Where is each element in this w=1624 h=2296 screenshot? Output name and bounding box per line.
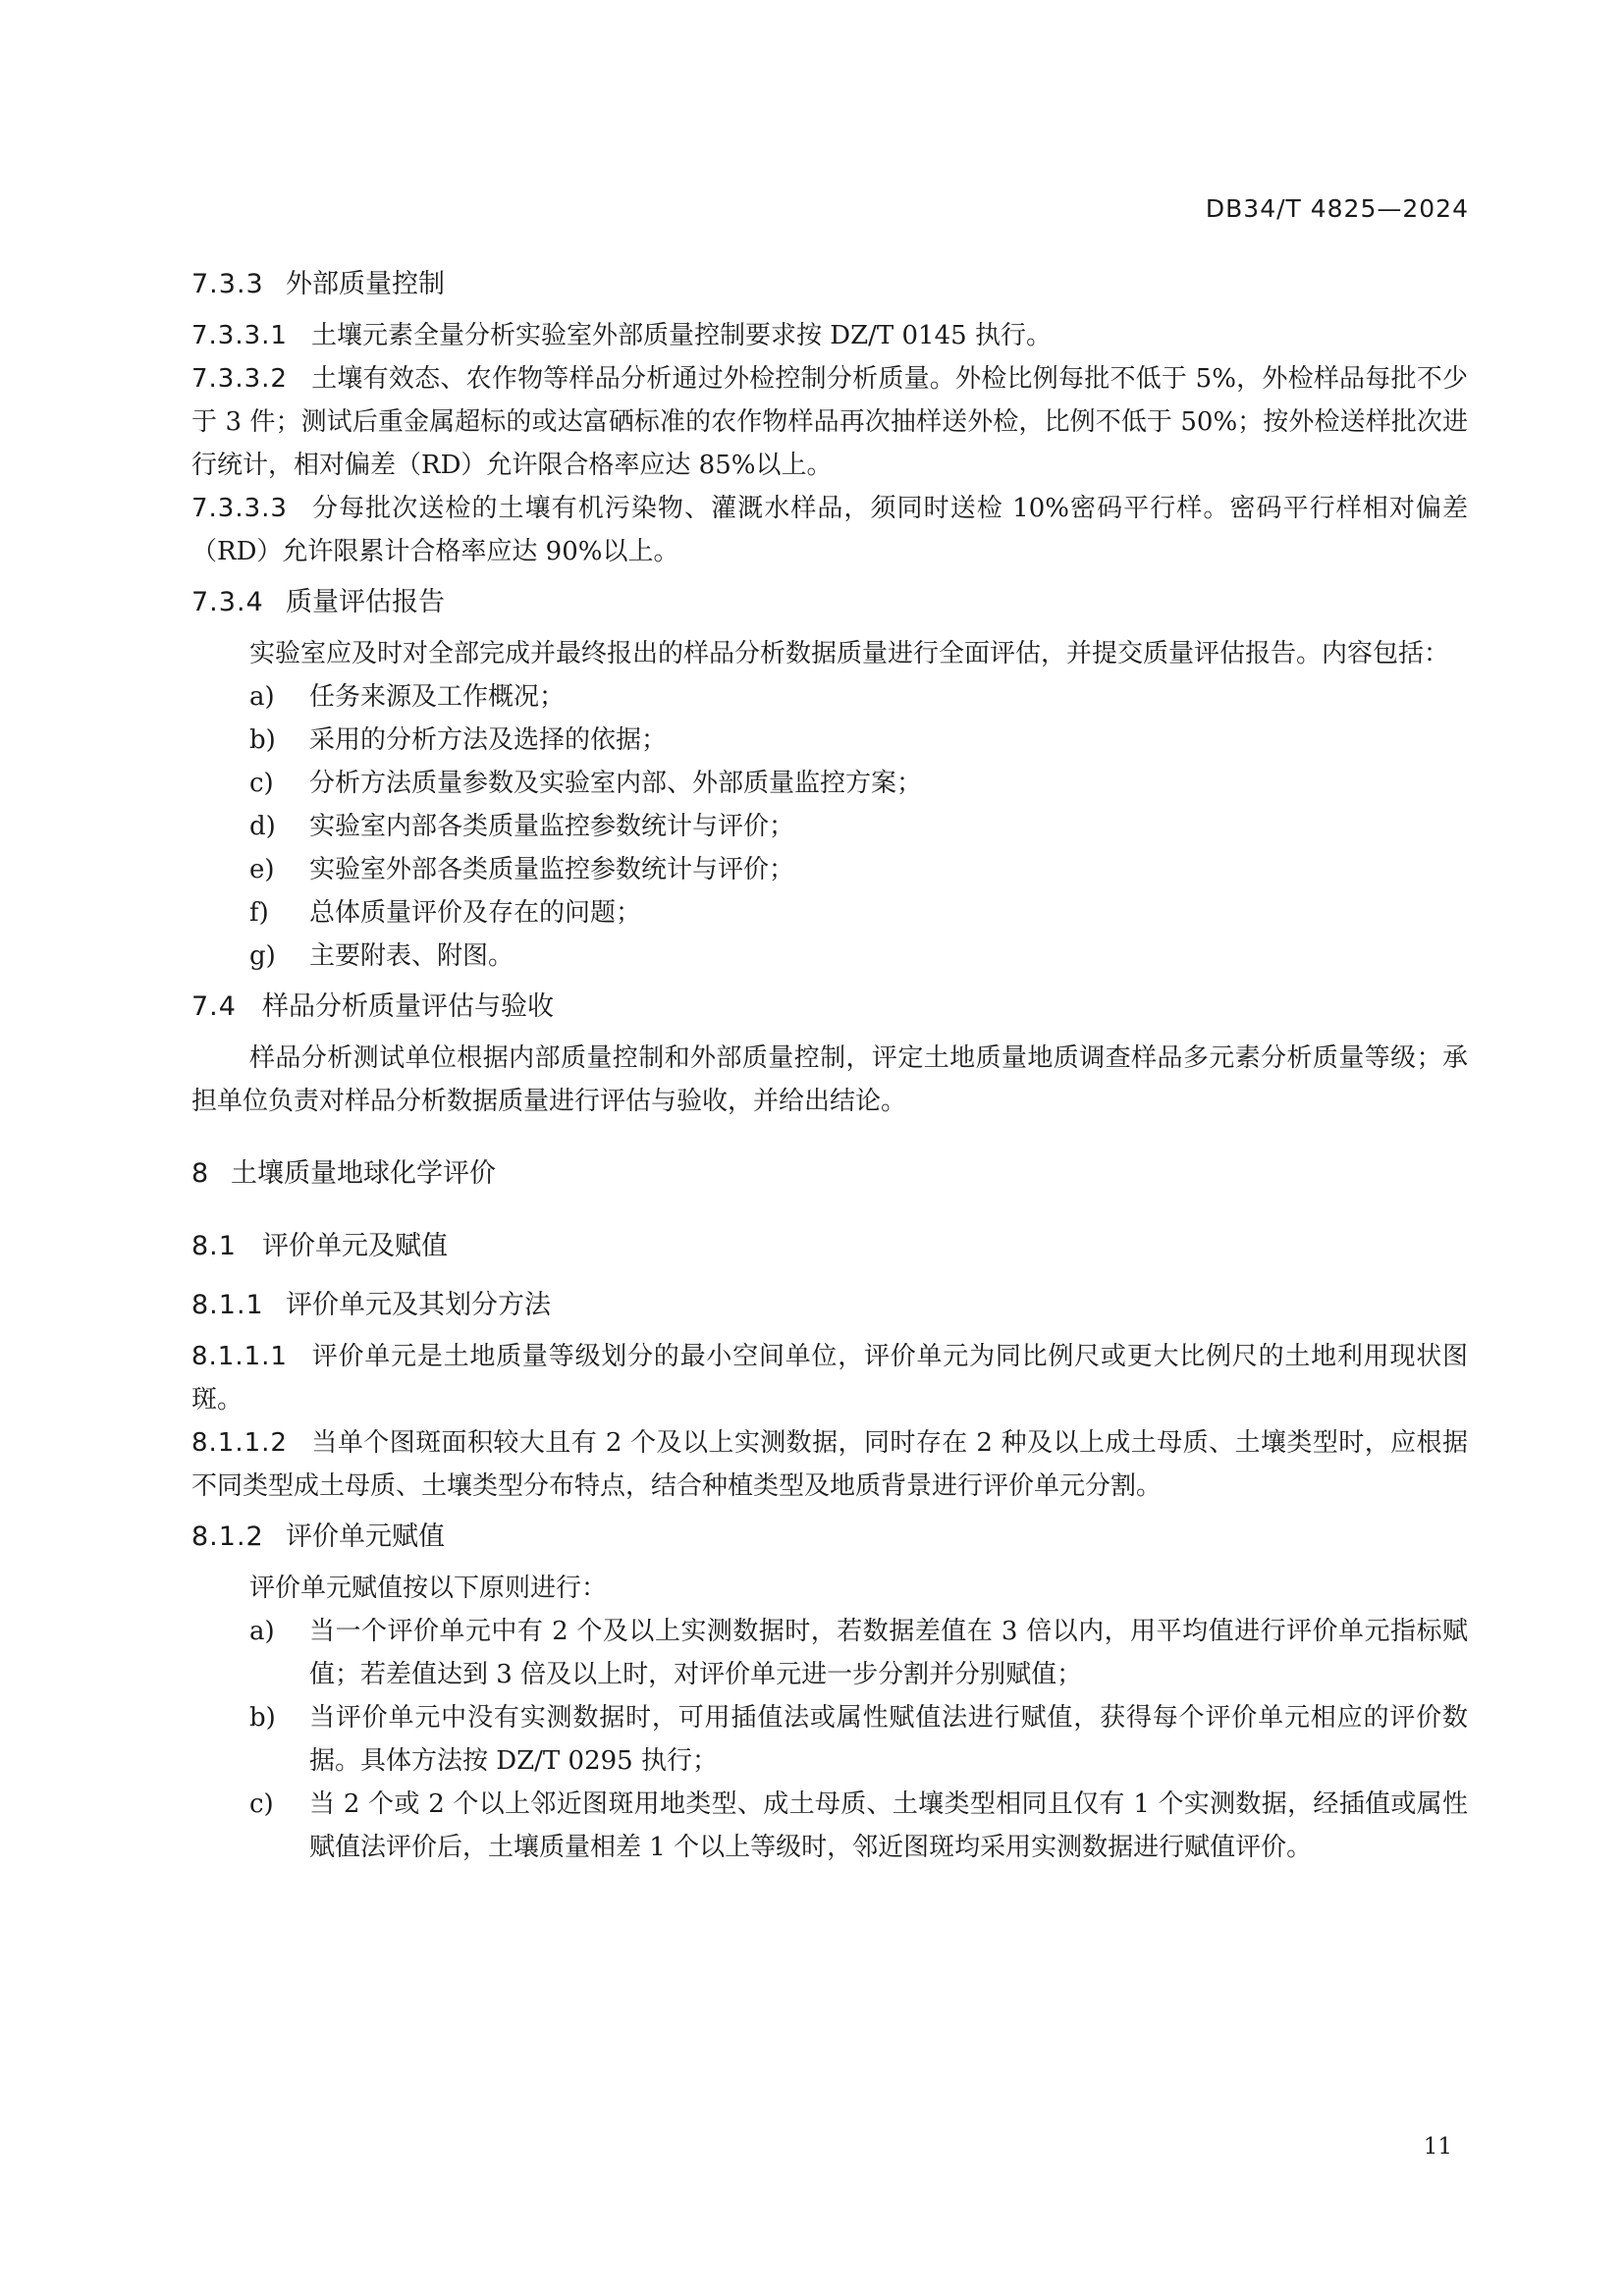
heading-title: 评价单元及赋值	[262, 1231, 448, 1261]
list-item-text: 主要附表、附图。	[309, 941, 514, 971]
heading-8	[191, 1152, 1468, 1196]
heading-number: 7.4	[191, 991, 237, 1022]
page-content	[191, 263, 1468, 1869]
clause-text: 分每批次送检的土壤有机污染物、灌溉水样品，须同时送检 10%密码平行样。密码平行样相对偏差（RD）允许限累计合格率应达 90%以上。	[191, 494, 1468, 566]
heading-7-3-3	[191, 263, 1468, 306]
heading-number: 8.1	[191, 1231, 237, 1261]
list-item	[191, 1783, 1468, 1869]
heading-title: 评价单元赋值	[286, 1522, 445, 1552]
heading-title: 质量评估报告	[286, 587, 445, 617]
document-code: DB34/T 4825—2024	[1205, 194, 1469, 223]
clause-number: 7.3.3.3	[191, 494, 288, 523]
clause-text: 土壤元素全量分析实验室外部质量控制要求按 DZ/T 0145 执行。	[310, 321, 1052, 350]
list-item	[191, 934, 1468, 978]
clause-number: 7.3.3.2	[191, 364, 288, 394]
heading-number: 8.1.2	[191, 1522, 264, 1552]
list-marker: b)	[249, 725, 276, 755]
heading-8-1-2	[191, 1516, 1468, 1559]
list-item-text: 采用的分析方法及选择的依据；	[309, 725, 668, 755]
heading-number: 8	[191, 1158, 210, 1189]
list-item-text: 实验室外部各类质量监控参数统计与评价；	[309, 855, 795, 884]
list-item	[191, 762, 1468, 805]
list-item	[191, 848, 1468, 891]
heading-number: 8.1.1	[191, 1290, 264, 1320]
list-item	[191, 675, 1468, 719]
list-item-text: 总体质量评价及存在的问题；	[309, 898, 642, 928]
paragraph-8-1-2-intro: 评价单元赋值按以下原则进行：	[249, 1574, 608, 1603]
clause-text: 评价单元是土地质量等级划分的最小空间单位，评价单元为同比例尺或更大比例尺的土地利用现状图斑。	[191, 1342, 1468, 1415]
heading-title: 外部质量控制	[286, 269, 445, 299]
paragraph-7-4: 样品分析测试单位根据内部质量控制和外部质量控制，评定土地质量地质调查样品多元素分析质量等级；承担单位负责对样品分析数据质量进行评估与验收，并给出结论。	[191, 1043, 1468, 1116]
list-item	[191, 1696, 1468, 1783]
heading-number: 7.3.4	[191, 587, 264, 617]
page-number: 11	[1423, 2134, 1452, 2160]
list-item	[191, 891, 1468, 934]
heading-8-1	[191, 1225, 1468, 1268]
clause-number: 7.3.3.1	[191, 321, 288, 350]
clause-number: 8.1.1.1	[191, 1342, 288, 1371]
list-item-text: 分析方法质量参数及实验室内部、外部质量监控方案；	[309, 769, 923, 798]
clause-7-3-3-2	[191, 357, 1468, 487]
list-marker: f)	[249, 898, 269, 928]
list-item	[191, 1610, 1468, 1696]
heading-7-4	[191, 986, 1468, 1029]
list-item-text: 实验室内部各类质量监控参数统计与评价；	[309, 812, 795, 841]
list-marker: c)	[249, 769, 274, 798]
list-marker: d)	[249, 812, 276, 841]
heading-8-1-1	[191, 1284, 1468, 1327]
heading-number: 7.3.3	[191, 269, 264, 299]
clause-7-3-3-1	[191, 314, 1468, 357]
heading-7-3-4	[191, 581, 1468, 624]
heading-title: 评价单元及其划分方法	[286, 1290, 551, 1320]
clause-7-3-3-3	[191, 487, 1468, 573]
clause-8-1-1-1	[191, 1335, 1468, 1421]
list-item-text: 当 2 个或 2 个以上邻近图斑用地类型、成土母质、土壤类型相同且仅有 1 个实测数据，经插值或属性赋值法评价后，土壤质量相差 1 个以上等级时，邻近图斑均采用实测数据进行赋值评价。	[309, 1789, 1468, 1862]
clause-8-1-1-2	[191, 1421, 1468, 1508]
list-item	[191, 719, 1468, 762]
heading-title: 样品分析质量评估与验收	[262, 991, 554, 1022]
list-item	[191, 805, 1468, 848]
list-item-text: 当评价单元中没有实测数据时，可用插值法或属性赋值法进行赋值，获得每个评价单元相应的评价数据。具体方法按 DZ/T 0295 执行；	[309, 1703, 1468, 1776]
list-marker: g)	[249, 941, 276, 971]
list-marker: c)	[249, 1789, 274, 1819]
clause-number: 8.1.1.2	[191, 1428, 288, 1458]
list-item-text: 当一个评价单元中有 2 个及以上实测数据时，若数据差值在 3 倍以内，用平均值进行评价单元指标赋值；若差值达到 3 倍及以上时，对评价单元进一步分割并分别赋值；	[309, 1617, 1468, 1689]
list-marker: b)	[249, 1703, 276, 1733]
clause-text: 当单个图斑面积较大且有 2 个及以上实测数据，同时存在 2 种及以上成土母质、土壤类型时，应根据不同类型成土母质、土壤类型分布特点，结合种植类型及地质背景进行评价单元分割。	[191, 1428, 1468, 1501]
list-marker: a)	[249, 682, 275, 712]
heading-title: 土壤质量地球化学评价	[231, 1158, 496, 1189]
paragraph-7-3-4-intro: 实验室应及时对全部完成并最终报出的样品分析数据质量进行全面评估，并提交质量评估报告。内容包括：	[249, 639, 1450, 668]
list-marker: e)	[249, 855, 275, 884]
list-item-text: 任务来源及工作概况；	[309, 682, 566, 712]
list-marker: a)	[249, 1617, 275, 1646]
clause-text: 土壤有效态、农作物等样品分析通过外检控制分析质量。外检比例每批不低于 5%，外检样品每批不少于 3 件；测试后重金属超标的或达富硒标准的农作物样品再次抽样送外检，比例不低于 50%；按外检送样批次进行统计，相对偏差（RD）允许限合格率应达 85%以上。	[191, 364, 1468, 480]
